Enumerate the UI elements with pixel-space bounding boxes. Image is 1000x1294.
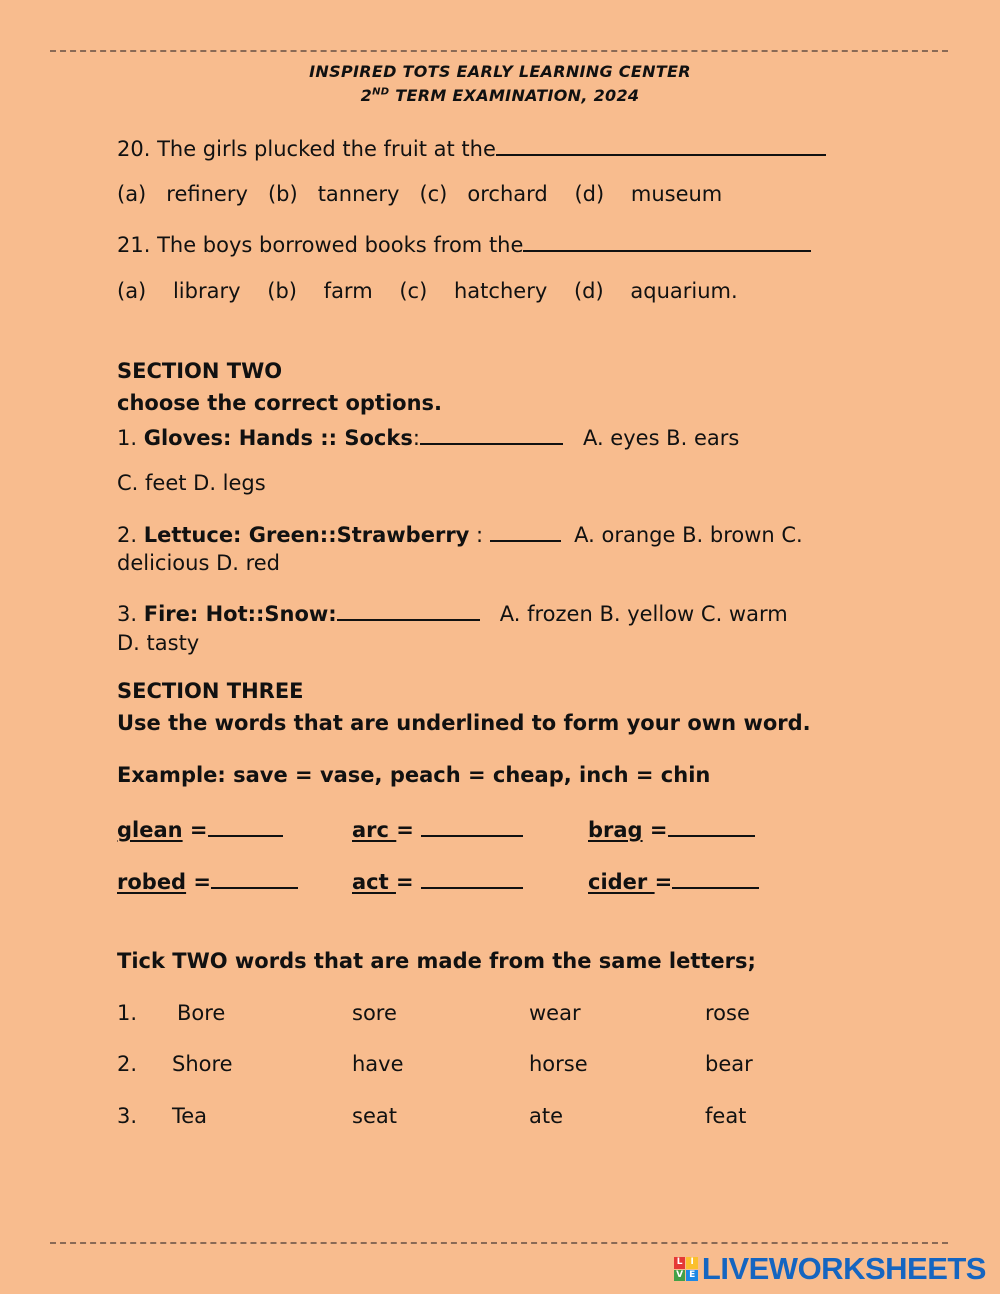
word-glean: glean = xyxy=(117,815,283,842)
tick-instruction: Tick TWO words that are made from the same letters; xyxy=(117,949,756,973)
question-21: 21. The boys borrowed books from the xyxy=(117,230,811,257)
word-cider: cider = xyxy=(588,867,759,894)
word-option[interactable]: bear xyxy=(705,1052,753,1076)
liveworksheets-logo[interactable] xyxy=(674,1252,986,1286)
answer-blank[interactable] xyxy=(421,815,523,837)
section-two-instruction: choose the correct options. xyxy=(117,391,443,415)
answer-blank[interactable] xyxy=(672,867,759,889)
word-option[interactable]: ate xyxy=(529,1104,564,1128)
analogy-2: 2. Lettuce: Green::Strawberry : A. orange B. brown C. xyxy=(117,520,803,547)
word-arc: arc = xyxy=(352,815,523,842)
top-divider xyxy=(50,50,948,52)
exam-title: 2ND TERM EXAMINATION, 2024 xyxy=(360,86,640,105)
bottom-divider xyxy=(50,1242,948,1244)
word-option[interactable]: rose xyxy=(705,1001,750,1025)
question-20-options: (a) refinery (b) tannery (c) orchard (d) museum xyxy=(117,182,723,206)
answer-blank[interactable] xyxy=(421,867,523,889)
word-option[interactable]: sore xyxy=(352,1001,397,1025)
word-option[interactable]: Tea xyxy=(172,1104,208,1128)
row-number: 1. xyxy=(117,1001,138,1025)
word-act: act = xyxy=(352,867,523,894)
row-number: 2. xyxy=(117,1052,138,1076)
word-option[interactable]: Bore xyxy=(177,1001,226,1025)
word-robed: robed = xyxy=(117,867,298,894)
answer-blank[interactable] xyxy=(337,599,480,621)
answer-blank[interactable] xyxy=(668,815,755,837)
section-two-title: SECTION TWO xyxy=(117,359,283,383)
answer-blank[interactable] xyxy=(420,423,563,445)
answer-blank[interactable] xyxy=(211,867,298,889)
analogy-1: 1. Gloves: Hands :: Socks: A. eyes B. ears xyxy=(117,423,739,450)
analogy-3-options: D. tasty xyxy=(117,631,200,655)
section-three-title: SECTION THREE xyxy=(117,679,304,703)
answer-blank[interactable] xyxy=(490,520,561,542)
answer-blank[interactable] xyxy=(208,815,283,837)
question-21-options: (a) library (b) farm (c) hatchery (d) aquarium. xyxy=(117,279,738,303)
row-number: 3. xyxy=(117,1104,138,1128)
answer-blank[interactable] xyxy=(496,134,826,156)
word-brag: brag = xyxy=(588,815,755,842)
school-name: INSPIRED TOTS EARLY LEARNING CENTER xyxy=(309,62,691,81)
brand-name: LIVEWORKSHEETS xyxy=(701,1251,986,1286)
question-20: 20. The girls plucked the fruit at the xyxy=(117,134,826,161)
analogy-1-options: C. feet D. legs xyxy=(117,471,266,495)
section-three-instruction: Use the words that are underlined to form your own word. xyxy=(117,711,811,735)
word-option[interactable]: Shore xyxy=(172,1052,233,1076)
word-option[interactable]: horse xyxy=(529,1052,588,1076)
liveworksheets-mark-icon: L I V E xyxy=(674,1257,698,1281)
word-option[interactable]: wear xyxy=(529,1001,581,1025)
word-option[interactable]: have xyxy=(352,1052,404,1076)
example-line: Example: save = vase, peach = cheap, inch = chin xyxy=(117,763,711,787)
analogy-3: 3. Fire: Hot::Snow: A. frozen B. yellow C. warm xyxy=(117,599,788,626)
word-option[interactable]: feat xyxy=(705,1104,747,1128)
answer-blank[interactable] xyxy=(523,230,811,252)
analogy-2-options: delicious D. red xyxy=(117,551,281,575)
word-option[interactable]: seat xyxy=(352,1104,397,1128)
